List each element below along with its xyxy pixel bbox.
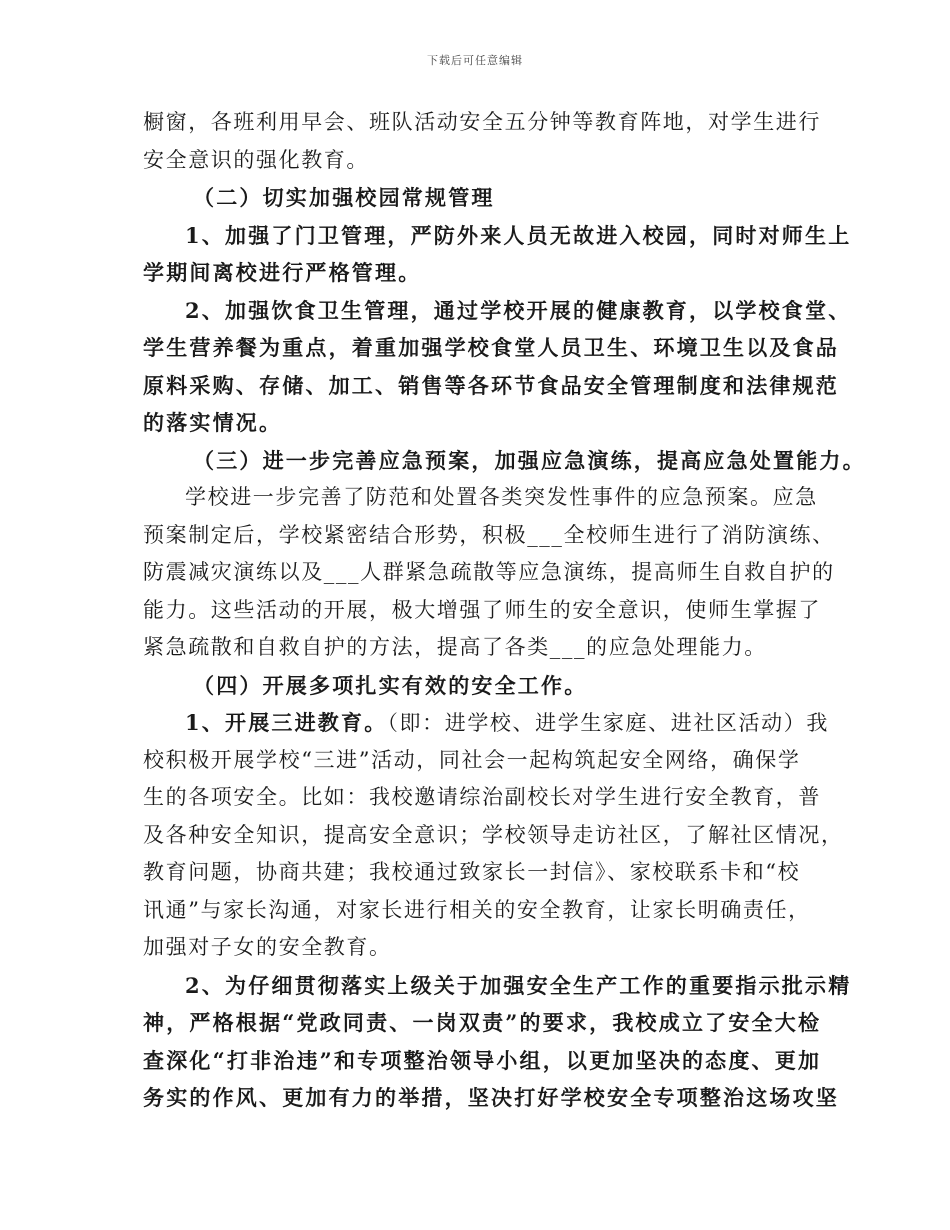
text-line: 安全意识的强化教育。 [143,147,369,172]
text-line: 紧急疏散和自救自护的方法，提高了各类___的应急处理能力。 [143,635,767,659]
text-line: 2、为仔细贯彻落实上级关于加强安全生产工作的重要指示批示精 [185,972,852,998]
text-line: 预案制定后，学校紧密结合形势，积极___全校师生进行了消防演练、 [143,522,835,547]
text-line [143,704,829,742]
text-line: 神，严格根据“党政同责、一岗双责”的要求，我校成立了安全大检 [143,1010,822,1035]
text-line: 学校进一步完善了防范和处置各类突发性事件的应急预案。应急 [185,485,818,509]
text-line: 2、加强饮食卫生管理，通过学校开展的健康教育，以学校食堂、 [185,297,852,323]
text-line: 加强对子女的安全教育。 [143,935,392,959]
section-heading: （四）开展多项扎实有效的安全工作。 [193,672,588,698]
text-line: 务实的作风、更加有力的举措，坚决打好学校安全专项整治这场攻坚 [143,1085,839,1110]
text-line: 学期间离校进行严格管理。 [143,260,422,285]
text-line: 教育问题，协商共建；我校通过致家长一封信》、家校联系卡和“校 [143,860,801,884]
text-line: 校积极开展学校“三进”活动，同社会一起构筑起安全网络，确保学 [143,747,801,772]
text-line: 橱窗，各班利用早会、班队活动安全五分钟等教育阵地，对学生进行 [143,110,821,134]
text-line: 防震减灾演练以及___人群紧急疏散等应急演练，提高师生自救自护的 [143,560,835,584]
text-line: 讯通”与家长沟通，对家长进行相关的安全教育，让家长明确责任， [143,897,811,922]
text-line: 1、加强了门卫管理，严防外来人员无故进入校园，同时对师生上 [185,222,852,248]
text-line: 能力。这些活动的开展，极大增强了师生的安全意识，使师生掌握了 [143,597,821,622]
text-line-regular-part: （即：进学校、进学生家庭、进社区活动）我 [387,711,829,735]
text-line-bold-part: 1、开展三进教育。 [185,710,388,735]
text-line: 原料采购、存储、加工、销售等各环节食品安全管理制度和法律规范 [143,372,839,398]
text-line: 及各种安全知识，提高安全意识；学校领导走访社区，了解社区情况， [143,822,844,847]
page-header: 下载后可任意编辑 [427,54,523,67]
document-body [143,104,866,1117]
section-heading: （三）进一步完善应急预案，加强应急演练，提高应急处置能力。 [193,447,866,473]
text-line: 生的各项安全。比如：我校邀请综治副校长对学生进行安全教育，普 [143,785,821,809]
text-line: 的落实情况。 [143,410,283,435]
section-heading: （二）切实加强校园常规管理 [193,185,495,210]
text-line: 学生营养餐为重点，着重加强学校食堂人员卫生、环境卫生以及食品 [143,335,839,360]
text-line: 查深化“打非治违”和专项整治领导小组，以更加坚决的态度、更加 [143,1047,822,1073]
